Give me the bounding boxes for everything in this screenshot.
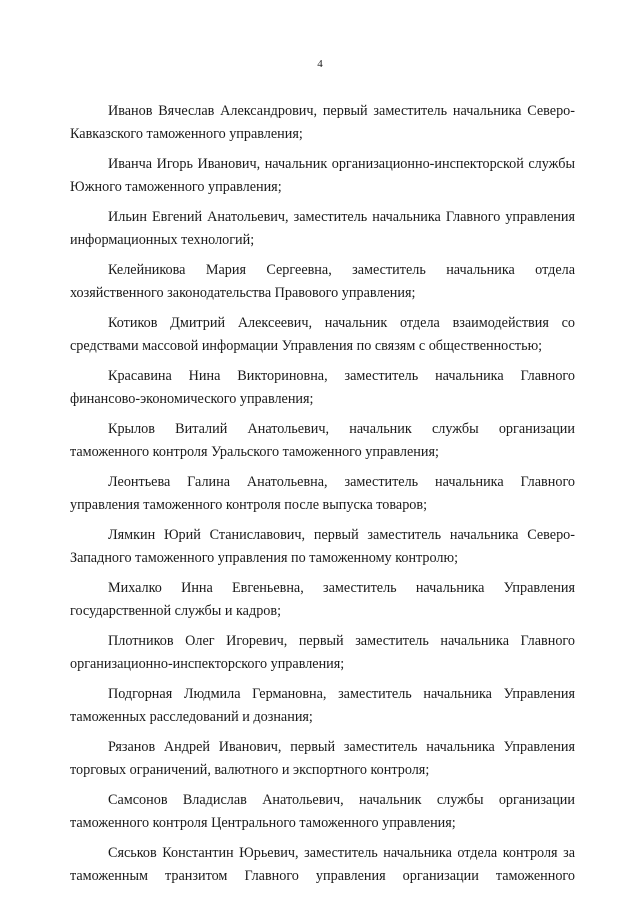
list-item <box>70 206 575 252</box>
list-item <box>70 683 575 729</box>
entry-line-1: Сяськов Константин Юрьевич, заместитель начальника отдела контроля за <box>108 845 575 861</box>
list-item <box>70 100 575 146</box>
entry-line-2: таможенным транзитом Главного управления организации таможенного <box>70 868 575 884</box>
entry-line-2: Кавказского таможенного управления; <box>70 126 303 142</box>
entry-line-1: Плотников Олег Игоревич, первый заместитель начальника Главного <box>108 633 575 649</box>
list-item <box>70 789 575 835</box>
entry-line-1: Леонтьева Галина Анатольевна, заместитель начальника Главного <box>108 474 575 490</box>
entry-line-2: таможенного контроля Центрального таможенного управления; <box>70 815 456 831</box>
entry-line-2: таможенного контроля Уральского таможенного управления; <box>70 444 439 460</box>
list-item <box>70 577 575 623</box>
entry-line-2: государственной службы и кадров; <box>70 603 282 619</box>
entry-line-1: Иванов Вячеслав Александрович, первый заместитель начальника Северо- <box>108 103 575 119</box>
entry-line-2: организационно-инспекторского управления; <box>70 656 345 672</box>
entry-line-1: Лямкин Юрий Станиславович, первый заместитель начальника Северо- <box>108 527 575 543</box>
list-item <box>70 471 575 517</box>
entry-line-1: Красавина Нина Викториновна, заместитель начальника Главного <box>108 368 575 384</box>
entry-line-1: Котиков Дмитрий Алексеевич, начальник отдела взаимодействия со <box>108 315 575 331</box>
list-item <box>70 365 575 411</box>
entry-line-2: Южного таможенного управления; <box>70 179 282 195</box>
list-item <box>70 312 575 358</box>
list-item <box>70 418 575 464</box>
page-number: 4 <box>317 58 323 70</box>
entry-line-1: Михалко Инна Евгеньевна, заместитель начальника Управления <box>108 580 575 596</box>
entry-line-2: таможенных расследований и дознания; <box>70 709 313 725</box>
entry-line-1: Самсонов Владислав Анатольевич, начальник службы организации <box>108 792 575 808</box>
list-item <box>70 153 575 199</box>
list-item <box>70 842 575 888</box>
entry-line-2: хозяйственного законодательства Правового управления; <box>70 285 416 301</box>
document-body <box>70 100 575 895</box>
entry-line-1: Иванча Игорь Иванович, начальник организационно-инспекторской службы <box>108 156 575 172</box>
entry-line-1: Крылов Виталий Анатольевич, начальник службы организации <box>108 421 575 437</box>
entry-line-2: торговых ограничений, валютного и экспортного контроля; <box>70 762 430 778</box>
list-item <box>70 524 575 570</box>
entry-line-1: Рязанов Андрей Иванович, первый заместитель начальника Управления <box>108 739 575 755</box>
list-item <box>70 259 575 305</box>
entry-line-2: управления таможенного контроля после выпуска товаров; <box>70 497 428 513</box>
entry-line-1: Ильин Евгений Анатольевич, заместитель начальника Главного управления <box>108 209 575 225</box>
entry-line-1: Подгорная Людмила Германовна, заместитель начальника Управления <box>108 686 575 702</box>
entry-line-2: Западного таможенного управления по таможенному контролю; <box>70 550 459 566</box>
entry-line-2: средствами массовой информации Управления по связям с общественностью; <box>70 338 543 354</box>
entry-line-2: информационных технологий; <box>70 232 255 248</box>
list-item <box>70 736 575 782</box>
list-item <box>70 630 575 676</box>
entry-line-1: Келейникова Мария Сергеевна, заместитель начальника отдела <box>108 262 575 278</box>
entry-line-2: финансово-экономического управления; <box>70 391 314 407</box>
